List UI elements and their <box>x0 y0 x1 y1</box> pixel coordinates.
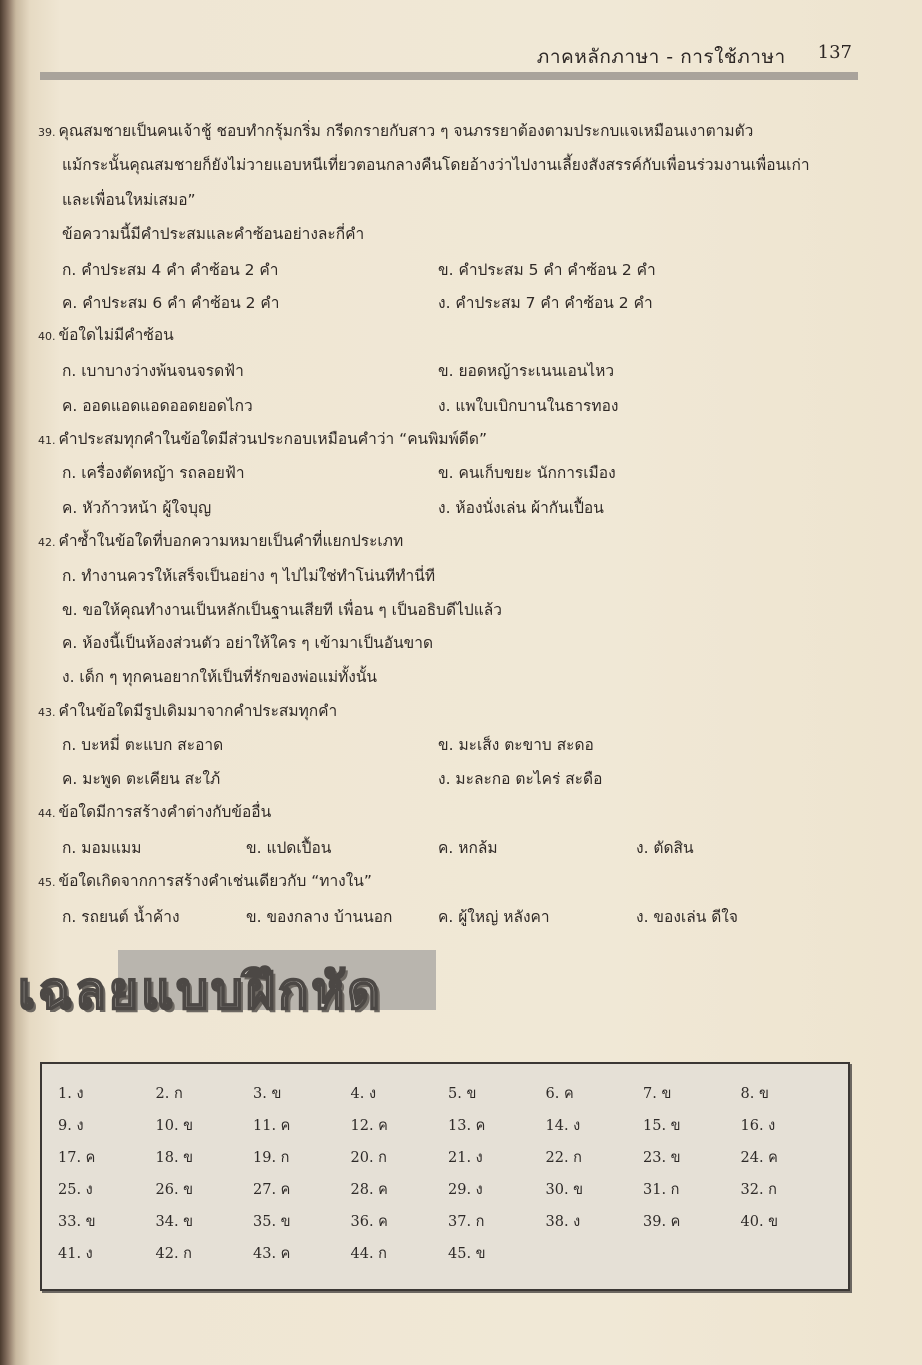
answer-item: 10. ข <box>155 1118 194 1134</box>
answer-item: 17. ค <box>58 1150 96 1166</box>
answer-item: 12. ค <box>350 1118 388 1134</box>
answer-item: 14. ง <box>545 1118 581 1134</box>
answer-item: 42. ก <box>155 1246 192 1262</box>
answer-key-banner <box>18 950 438 1020</box>
answer-item: 11. ค <box>253 1118 291 1134</box>
option: ก. ทำงานควรให้เสร็จเป็นอย่าง ๆ ไปไม่ใช่ทำโน่นทีทำนี่ที <box>62 567 436 585</box>
question-39: 39. คุณสมชายเป็นคนเจ้าชู้ ชอบทำกรุ้มกริ่ม กรีดกรายกับสาว ๆ จนภรรยาต้องตามประกบแจเหมือนเงาตามตัว <box>38 122 754 140</box>
answer-item: 43. ค <box>253 1246 291 1262</box>
answer-item: 27. ค <box>253 1182 291 1198</box>
option: ค. มะพูด ตะเคียน สะใภ้ <box>62 770 221 788</box>
answer-item: 31. ก <box>643 1182 680 1198</box>
option: ง. แพใบเบิกบานในธารทอง <box>438 397 619 415</box>
answer-item: 1. ง <box>58 1086 84 1102</box>
answer-item: 16. ง <box>740 1118 776 1134</box>
answer-item: 45. ข <box>448 1246 486 1262</box>
answer-item: 39. ค <box>643 1214 681 1230</box>
answer-item: 35. ข <box>253 1214 291 1230</box>
question-45: 45. ข้อใดเกิดจากการสร้างคำเช่นเดียวกับ “ทางใน” <box>38 872 372 890</box>
answer-item: 18. ข <box>155 1150 194 1166</box>
answer-item: 40. ข <box>740 1214 779 1230</box>
option: ง. ของเล่น ดีใจ <box>636 908 738 926</box>
answer-item: 15. ข <box>643 1118 681 1134</box>
answer-item: 21. ง <box>448 1150 483 1166</box>
answer-item: 44. ก <box>350 1246 387 1262</box>
answer-item: 24. ค <box>740 1150 778 1166</box>
question-43: 43. คำในข้อใดมีรูปเดิมมาจากคำประสมทุกคำ <box>38 702 338 720</box>
option: ข. ขอให้คุณทำงานเป็นหลักเป็นฐานเสียที เพื่อน ๆ เป็นอธิบดีไปแล้ว <box>62 601 502 619</box>
answer-item: 25. ง <box>58 1182 93 1198</box>
answer-item: 3. ข <box>253 1086 282 1102</box>
option: ง. มะละกอ ตะไคร่ สะดือ <box>438 770 603 788</box>
answer-key-grid <box>52 1082 832 1260</box>
option: ก. มอมแมม <box>62 839 142 857</box>
answer-item: 9. ง <box>58 1118 84 1134</box>
answer-key-box <box>40 1062 850 1291</box>
answer-item: 37. ก <box>448 1214 485 1230</box>
option: ข. คนเก็บขยะ นักการเมือง <box>438 464 616 482</box>
option: ก. เครื่องตัดหญ้า รถลอยฟ้า <box>62 464 245 482</box>
answer-item: 13. ค <box>448 1118 486 1134</box>
question-41: 41. คำประสมทุกคำในข้อใดมีส่วนประกอบเหมือนคำว่า “คนพิมพ์ดีด” <box>38 430 487 448</box>
answer-item: 28. ค <box>350 1182 388 1198</box>
option: ง. เด็ก ๆ ทุกคนอยากให้เป็นที่รักของพ่อแม่ทั้งนั้น <box>62 668 378 686</box>
answer-item: 23. ข <box>643 1150 681 1166</box>
question-40: 40. ข้อใดไม่มีคำซ้อน <box>38 326 174 344</box>
section-title: ภาคหลักภาษา - การใช้ภาษา <box>536 46 786 68</box>
option: ค. คำประสม 6 คำ คำซ้อน 2 คำ <box>62 294 280 312</box>
option: ค. หัวก้าวหน้า ผู้ใจบุญ <box>62 499 212 517</box>
answer-item: 32. ก <box>740 1182 777 1198</box>
option: ก. รถยนต์ น้ำค้าง <box>62 908 180 926</box>
answer-item: 20. ก <box>350 1150 387 1166</box>
answer-item: 36. ค <box>350 1214 388 1230</box>
question-42: 42. คำซ้ำในข้อใดที่บอกความหมายเป็นคำที่แยกประเภท <box>38 532 404 550</box>
option: ข. ของกลาง บ้านนอก <box>246 908 393 926</box>
answer-item: 38. ง <box>545 1214 581 1230</box>
page-number: 137 <box>817 42 852 63</box>
option: ค. ออดแอดแอดออดยอดไกว <box>62 397 253 415</box>
answer-item: 2. ก <box>155 1086 183 1102</box>
answer-item: 22. ก <box>545 1150 582 1166</box>
answer-item: 8. ข <box>740 1086 769 1102</box>
option: ก. บะหมี่ ตะแบก สะอาด <box>62 736 224 754</box>
answer-item: 19. ก <box>253 1150 290 1166</box>
option: ง. ห้องนั่งเล่น ผ้ากันเปื้อน <box>438 499 604 517</box>
option: ค. หกล้ม <box>438 839 498 857</box>
answer-item: 26. ข <box>155 1182 194 1198</box>
header-rule <box>40 72 858 80</box>
option: ง. คำประสม 7 คำ คำซ้อน 2 คำ <box>438 294 653 312</box>
answer-item: 5. ข <box>448 1086 477 1102</box>
question-44: 44. ข้อใดมีการสร้างคำต่างกับข้ออื่น <box>38 803 272 821</box>
option: ง. ตัดสิน <box>636 839 694 857</box>
option: ก. เบาบางว่างพ้นจนจรดฟ้า <box>62 362 244 380</box>
option: ก. คำประสม 4 คำ คำซ้อน 2 คำ <box>62 261 279 279</box>
answer-item: 7. ข <box>643 1086 672 1102</box>
answer-item: 34. ข <box>155 1214 194 1230</box>
option: ข. มะเส็ง ตะขาบ สะดอ <box>438 736 594 754</box>
question-39-prompt: ข้อความนี้มีคำประสมและคำซ้อนอย่างละกี่คำ <box>62 225 365 243</box>
question-39-line-2: แม้กระนั้นคุณสมชายก็ยังไม่วายแอบหนีเที่ยวตอนกลางคืนโดยอ้างว่าไปงานเลี้ยงสังสรรค์กับเพื่อนร่วมงานเพื่อนเก่า <box>62 156 810 174</box>
option: ค. ห้องนี้เป็นห้องส่วนตัว อย่าให้ใคร ๆ เข้ามาเป็นอันขาด <box>62 634 434 652</box>
answer-item: 41. ง <box>58 1246 93 1262</box>
option: ค. ผู้ใหญ่ หลังคา <box>438 908 550 926</box>
answer-item: 4. ง <box>350 1086 377 1102</box>
answer-item: 29. ง <box>448 1182 483 1198</box>
answer-item: 6. ค <box>545 1086 574 1102</box>
running-header <box>537 42 852 72</box>
option: ข. แปดเปื้อน <box>246 839 332 857</box>
answer-key-title: เฉลยแบบฝึกหัด <box>18 962 383 1020</box>
option: ข. คำประสม 5 คำ คำซ้อน 2 คำ <box>438 261 656 279</box>
option: ข. ยอดหญ้าระเนนเอนไหว <box>438 362 615 380</box>
question-39-line-3: และเพื่อนใหม่เสมอ” <box>62 191 196 209</box>
answer-item: 33. ข <box>58 1214 96 1230</box>
answer-item: 30. ข <box>545 1182 584 1198</box>
